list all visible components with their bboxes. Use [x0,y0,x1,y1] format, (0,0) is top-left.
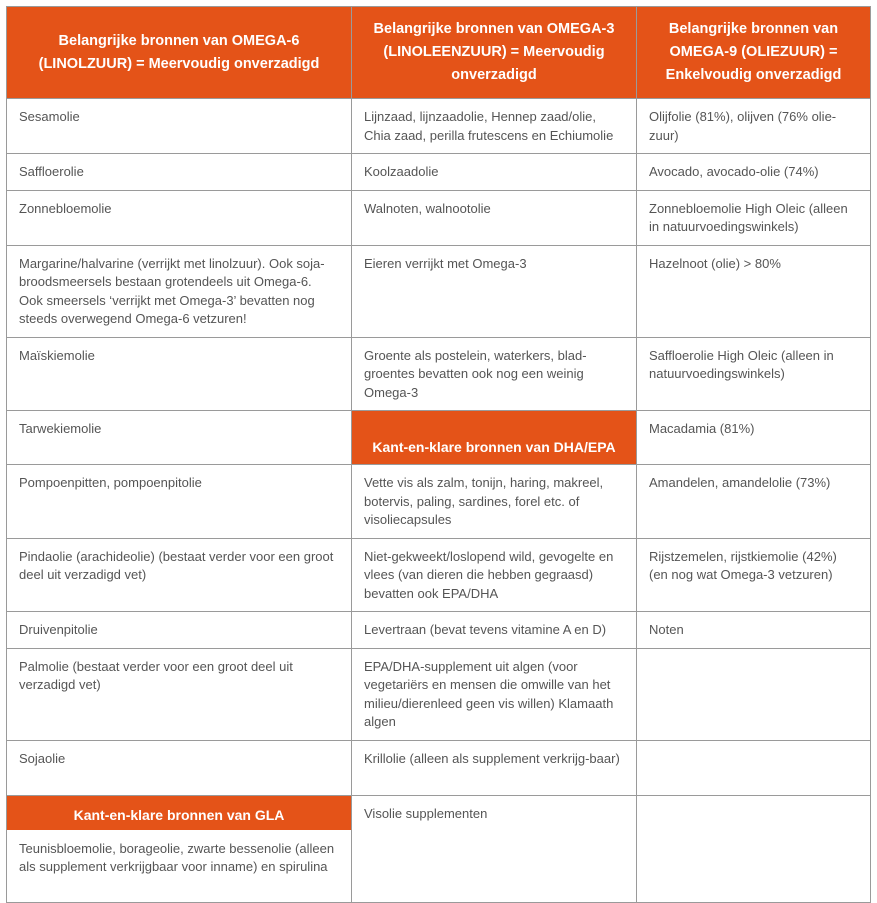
gla-text: Teunisbloemolie, borageolie, zwarte bessenolie (alleen als supplement verkrijgbaar voor inname) en spirulina [19,840,335,874]
omega9-cell: Saffloerolie High Oleic (alleen in natuurvoedingswinkels) [637,337,871,411]
table-row [7,612,871,649]
omega9-cell: Amandelen, amandelolie (73%) [637,465,871,539]
omega9-cell-empty [637,740,871,795]
omega6-cell: Pompoenpitten, pompoenpitolie [7,465,352,539]
dha-cell: Visolie supplementen [352,795,637,902]
omega3-cell: Groente als postelein, waterkers, blad-groentes bevatten ook nog een weinig Omega-3 [352,337,637,411]
table-row [7,795,871,902]
gla-cell [7,795,352,902]
omega3-cell: Eieren verrijkt met Omega-3 [352,245,637,337]
gla-heading: Kant-en-klare bronnen van GLA [7,796,351,830]
header-omega3: Belangrijke bronnen van OMEGA-3 (LINOLEENZUUR) = Meervoudig onverzadigd [352,7,637,99]
omega6-cell: Sojaolie [7,740,352,795]
omega3-cell: Walnoten, walnootolie [352,190,637,245]
omega9-cell: Zonnebloemolie High Oleic (alleen in natuurvoedingswinkels) [637,190,871,245]
omega6-cell: Maïskiemolie [7,337,352,411]
dha-heading-cell [352,411,637,465]
omega6-cell: Tarwekiemolie [7,411,352,465]
table-row [7,154,871,191]
dha-heading: Kant-en-klare bronnen van DHA/EPA [352,411,636,464]
omega6-cell: Saffloerolie [7,154,352,191]
dha-cell: Niet-gekweekt/loslopend wild, gevogelte en vlees (van dieren die hebben gegraasd) bevatten ook EPA/DHA [352,538,637,612]
table-row [7,190,871,245]
omega9-cell: Noten [637,612,871,649]
omega6-cell: Sesamolie [7,99,352,154]
omega9-cell: Macadamia (81%) [637,411,871,465]
omega9-cell: Avocado, avocado-olie (74%) [637,154,871,191]
table-row [7,337,871,411]
dha-cell: Vette vis als zalm, tonijn, haring, makreel, botervis, paling, sardines, forel etc. of visoliecapsules [352,465,637,539]
omega3-cell: Koolzaadolie [352,154,637,191]
header-omega9: Belangrijke bronnen van OMEGA-9 (OLIEZUUR) = Enkelvoudig onverzadigd [637,7,871,99]
table-row [7,740,871,795]
dha-cell: EPA/DHA-supplement uit algen (voor vegetariërs en mensen die omwille van het milieu/dierenleed geen vis willen) Klamaath algen [352,648,637,740]
table-row [7,245,871,337]
omega6-cell: Pindaolie (arachideolie) (bestaat verder voor een groot deel uit verzadigd vet) [7,538,352,612]
omega6-cell: Palmolie (bestaat verder voor een groot deel uit verzadigd vet) [7,648,352,740]
omega9-cell-empty [637,648,871,740]
omega-sources-table [6,6,871,903]
dha-cell: Levertraan (bevat tevens vitamine A en D) [352,612,637,649]
table-row [7,648,871,740]
table-row [7,538,871,612]
header-omega6: Belangrijke bronnen van OMEGA-6 (LINOLZUUR) = Meervoudig onverzadigd [7,7,352,99]
table-row [7,465,871,539]
header-row [7,7,871,99]
dha-cell: Krillolie (alleen als supplement verkrijg-baar) [352,740,637,795]
omega3-cell: Lijnzaad, lijnzaadolie, Hennep zaad/olie, Chia zaad, perilla frutescens en Echiumolie [352,99,637,154]
table-row [7,99,871,154]
omega9-cell-empty [637,795,871,902]
table-row [7,411,871,465]
omega9-cell: Rijstzemelen, rijstkiemolie (42%) (en nog wat Omega-3 vetzuren) [637,538,871,612]
omega6-cell: Margarine/halvarine (verrijkt met linolzuur). Ook soja-broodsmeersels bestaan grotendeels uit Omega-6. Ook smeersels ‘verrijkt met Omega-3’ bevatten nog steeds overwegend Omega-6 vetzuren! [7,245,352,337]
omega6-cell: Zonnebloemolie [7,190,352,245]
omega9-cell: Hazelnoot (olie) > 80% [637,245,871,337]
omega6-cell: Druivenpitolie [7,612,352,649]
omega9-cell: Olijfolie (81%), olijven (76% olie-zuur) [637,99,871,154]
